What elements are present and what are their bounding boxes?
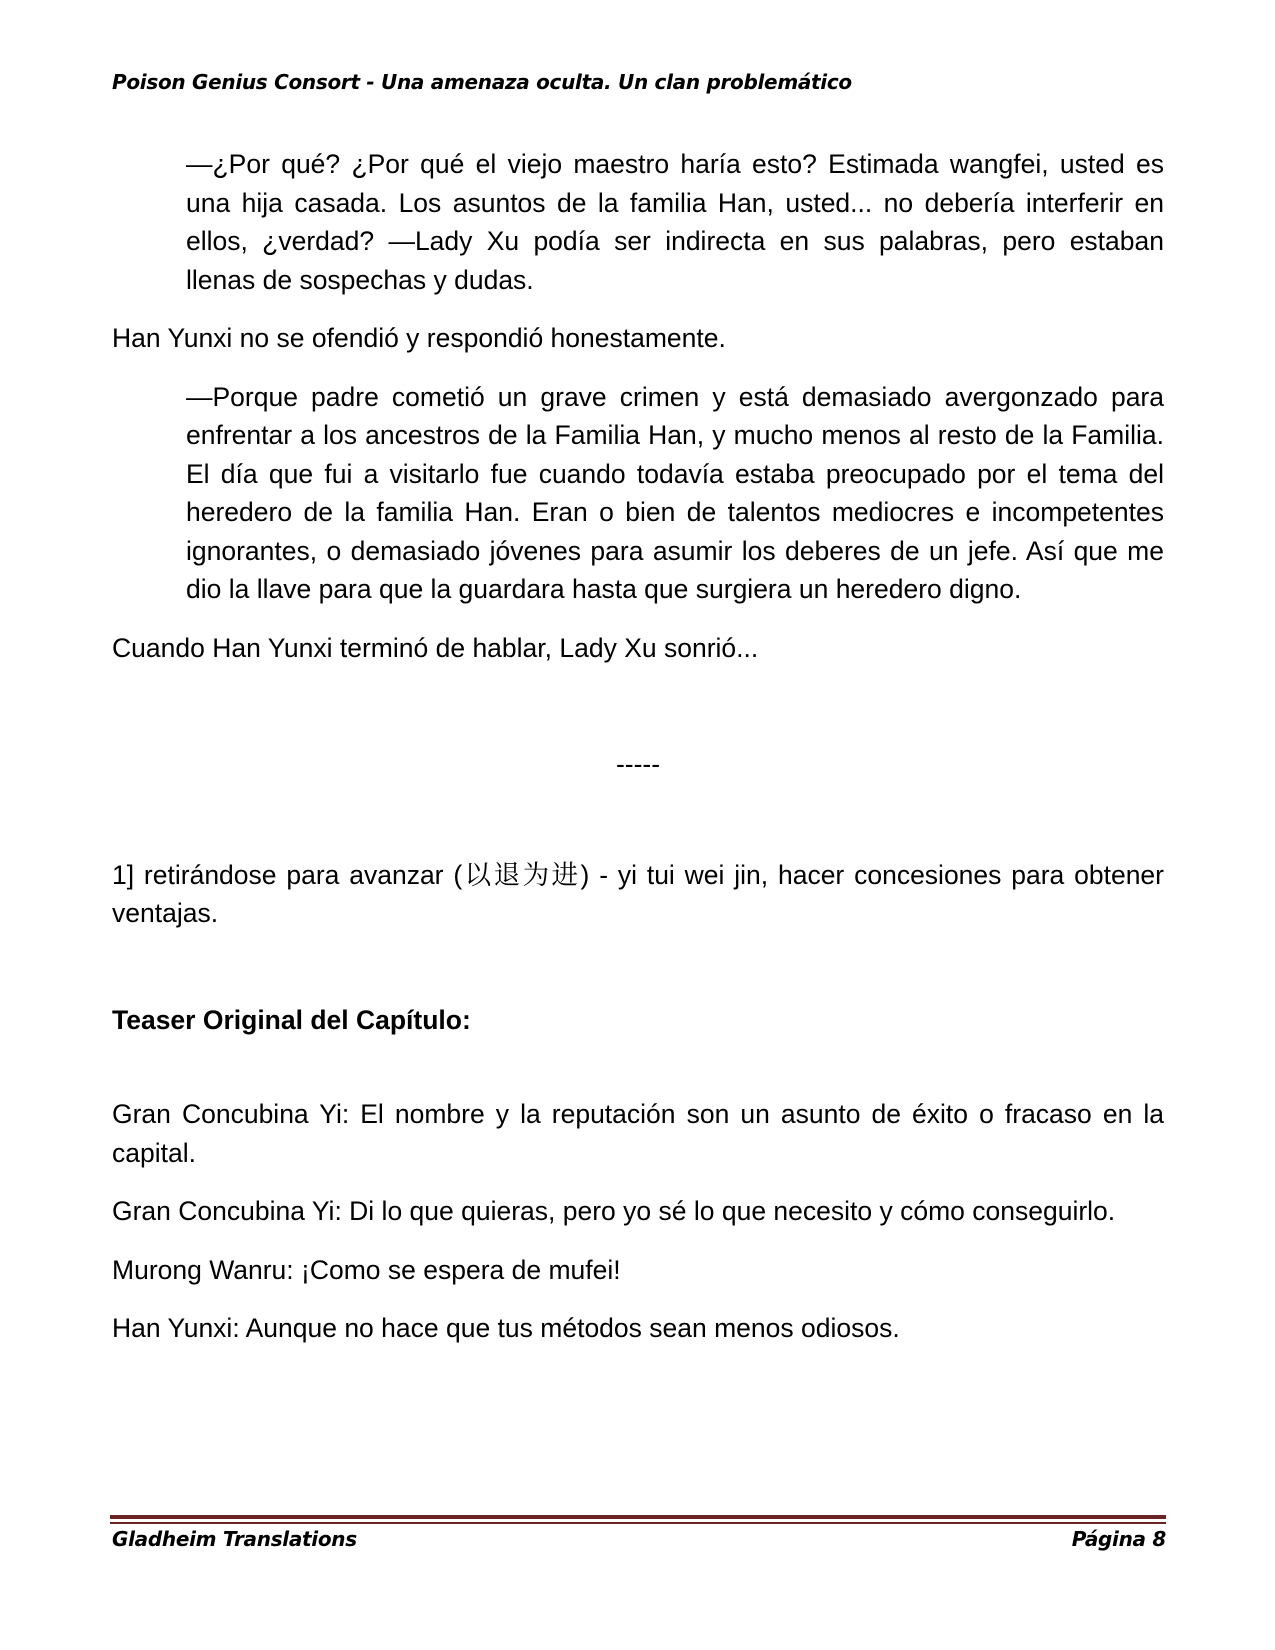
dialogue-quote: —¿Por qué? ¿Por qué el viejo maestro haría esto? Estimada wangfei, usted es una hija casada. Los asuntos de la familia Han, usted... no debería interferir en ellos, ¿verdad? —Lady Xu podía ser indirecta en sus palabras, pero estaban llenas de sospechas y dudas. — [186, 149, 1164, 295]
spacer — [112, 953, 1164, 1001]
document-body — [112, 145, 1164, 1368]
dialogue-quote: —Porque padre cometió un grave crimen y está demasiado avergonzado para enfrentar a los ancestros de la Familia Han, y mucho menos al resto de la Familia. El día que fui a visitarlo fue cuando todavía estaba preocupado por el tema del heredero de la familia Han. Eran o bien de talentos mediocres e incompetentes ignorantes, o demasiado jóvenes para asumir los deberes de un jefe. Así que me dio la llave para que la guardara hasta que surgiera un heredero digno. — [186, 381, 1164, 604]
section-separator: ----- — [615, 749, 661, 779]
footer-divider-thin-line — [110, 1522, 1166, 1524]
teaser-line: Han Yunxi: Aunque no hace que tus métodos sean menos odiosos. — [112, 1313, 900, 1343]
footer-divider — [110, 1515, 1166, 1524]
page-header-title: Poison Genius Consort - Una amenaza oculta. Un clan problemático — [112, 70, 852, 94]
footer-page-number: Página 8 — [1071, 1527, 1166, 1551]
footnote: 1] retirándose para avanzar (以退为进) - yi tui wei jin, hacer concesiones para obtener ventajas. — [112, 859, 1164, 928]
spacer — [112, 1039, 1164, 1095]
teaser-line: Murong Wanru: ¡Como se espera de mufei! — [112, 1254, 621, 1285]
footer-divider-thick-line — [110, 1515, 1166, 1519]
teaser-line: Gran Concubina Yi: El nombre y la reputación son un asunto de éxito o fracaso en la capital. — [112, 1099, 1164, 1168]
narrative-paragraph: Han Yunxi no se ofendió y respondió honestamente. — [112, 323, 726, 353]
teaser-line: Gran Concubina Yi: Di lo que quieras, pero yo sé lo que necesito y cómo conseguirlo. — [112, 1196, 1116, 1226]
footer-publisher: Gladheim Translations — [112, 1527, 357, 1551]
narrative-paragraph: Cuando Han Yunxi terminó de hablar, Lady Xu sonrió... — [112, 632, 759, 663]
teaser-heading: Teaser Original del Capítulo: — [112, 1004, 471, 1035]
